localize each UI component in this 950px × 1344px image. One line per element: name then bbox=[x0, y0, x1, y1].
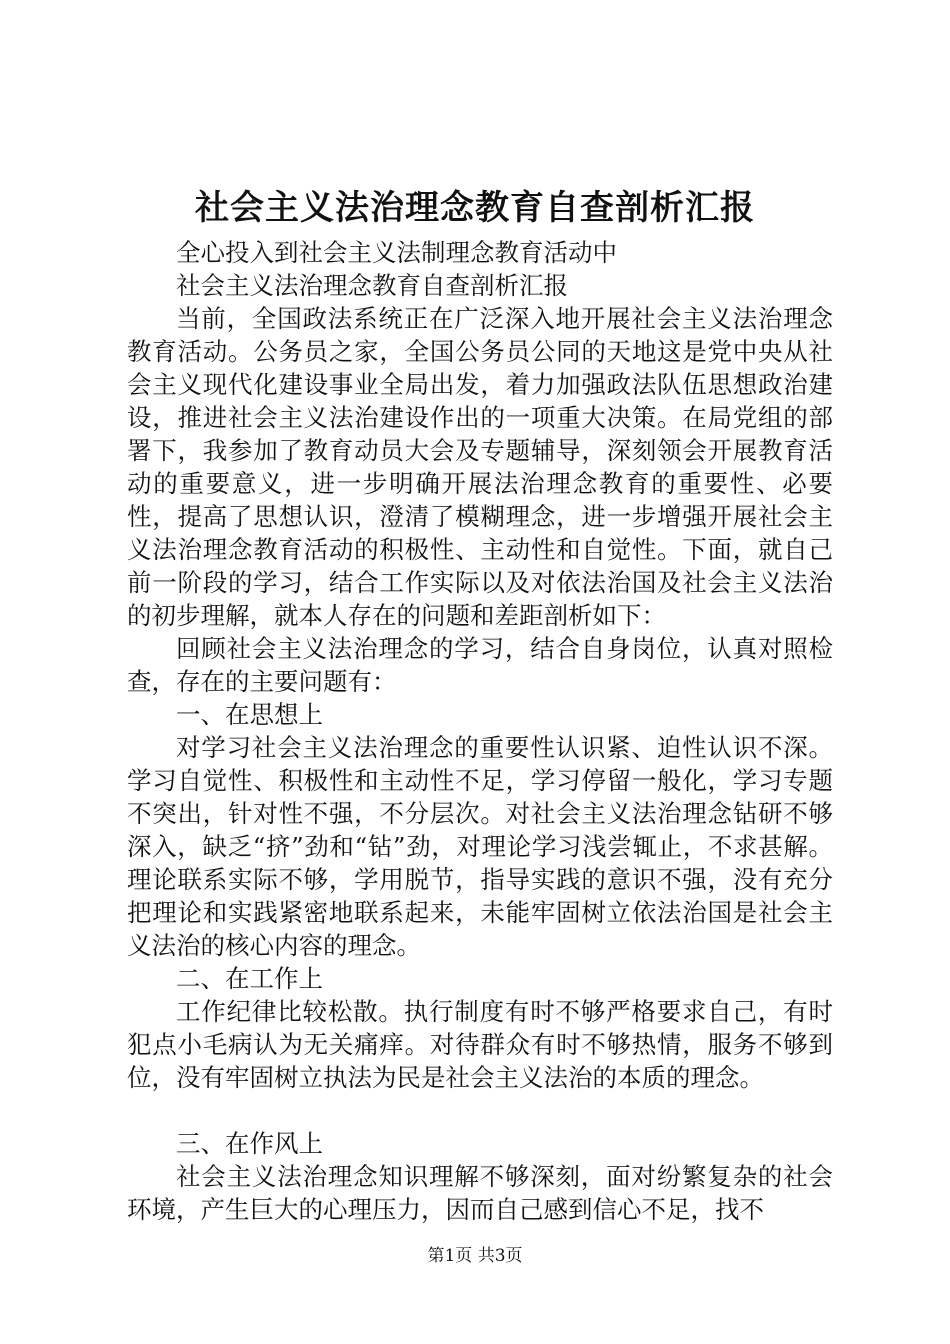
section-heading-style: 三、在作风上 bbox=[176, 1129, 323, 1158]
work-paragraph: 工作纪律比较松散。执行制度有时不够严格要求自己，有时犯点小毛病认为无关痛痒。对待群众有时不够热情，服务不够到位，没有牢固树立执法为民是社会主义法治的本质的理念。 bbox=[127, 997, 833, 1092]
style-paragraph: 社会主义法治理念知识理解不够深刻，面对纷繁复杂的社会环境，产生巨大的心理压力，因而自己感到信心不足，找不 bbox=[127, 1162, 833, 1224]
report-heading-line: 社会主义法治理念教育自查剖析汇报 bbox=[176, 271, 568, 300]
document-body bbox=[127, 236, 833, 1226]
subtitle-line: 全心投入到社会主义法制理念教育活动中 bbox=[176, 238, 617, 267]
thought-paragraph: 对学习社会主义法治理念的重要性认识紧、迫性认识不深。学习自觉性、积极性和主动性不足，学习停留一般化，学习专题不突出，针对性不强，不分层次。对社会主义法治理念钻研不够深入，缺乏“挤”劲和“钻”劲，对理论学习浅尝辄止，不求甚解。理论联系实际不够，学用脱节，指导实践的意识不强，没有充分把理论和实践紧密地联系起来，未能牢固树立依法治国是社会主义法治的核心内容的理念。 bbox=[127, 733, 833, 960]
page-number: 第1页 共3页 bbox=[427, 1246, 523, 1266]
review-paragraph: 回顾社会主义法治理念的学习，结合自身岗位，认真对照检查，存在的主要问题有： bbox=[127, 634, 833, 696]
section-heading-thought: 一、在思想上 bbox=[176, 700, 323, 729]
document-title: 社会主义法治理念教育自查剖析汇报 bbox=[195, 188, 755, 228]
section-heading-work: 二、在工作上 bbox=[176, 964, 323, 993]
intro-paragraph: 当前，全国政法系统正在广泛深入地开展社会主义法治理念教育活动。公务员之家，全国公务员公同的天地这是党中央从社会主义现代化建设事业全局出发，着力加强政法队伍思想政治建设，推进社会主义法治建设作出的一项重大决策。在局党组的部署下，我参加了教育动员大会及专题辅导，深刻领会开展教育活动的重要意义，进一步明确开展法治理念教育的重要性、必要性，提高了思想认识，澄清了模糊理念，进一步增强开展社会主义法治理念教育活动的积极性、主动性和自觉性。下面，就自己前一阶段的学习，结合工作实际以及对依法治国及社会主义法治的初步理解，就本人存在的问题和差距剖析如下： bbox=[127, 304, 833, 630]
